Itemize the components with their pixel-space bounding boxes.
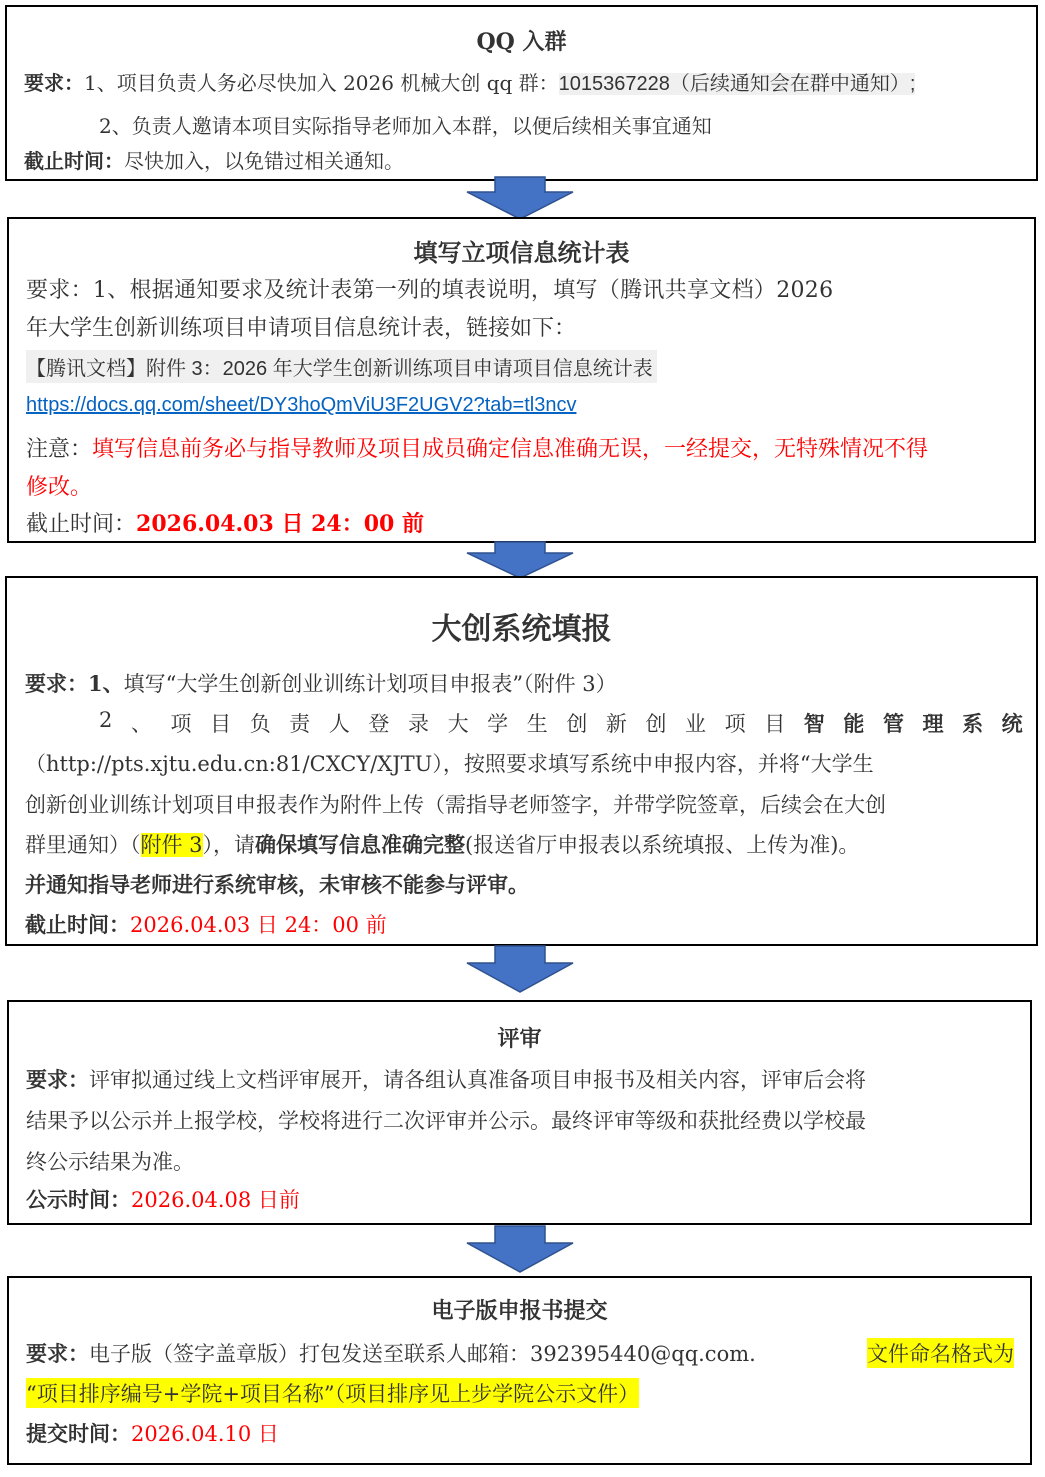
publicity-time: [26, 1184, 300, 1214]
requirement-line-1: 要求：1、根据通知要求及统计表第一列的填表说明，填写（腾讯共享文档）2026: [26, 278, 834, 303]
requirement-label: 要求：: [25, 671, 88, 696]
attachment-highlight: 附件 3: [140, 833, 203, 857]
deadline-label: 截止时间：: [25, 912, 130, 937]
step-title: 大创系统填报: [431, 612, 612, 647]
deadline-value: 2026.04.03 日 24：00 前: [136, 511, 425, 537]
naming-format-highlight-1: 文件命名格式为: [867, 1338, 1014, 1368]
requirement-label: 要求：: [26, 1341, 89, 1366]
publicity-time-label: 公示时间：: [26, 1187, 131, 1212]
step-title: QQ 入群: [476, 29, 567, 55]
deadline: 截止时间：尽快加入，以免错过相关通知。: [24, 149, 404, 173]
requirement-2-line-3: 创新创业训练计划项目申报表作为附件上传（需指导老师签字，并带学院签章，后续会在大创: [25, 793, 886, 817]
down-arrow-icon: [465, 176, 575, 220]
step-box-electronic-submit: [7, 1276, 1032, 1465]
publicity-time-value: 2026.04.08 日前: [131, 1188, 300, 1212]
tencent-doc-link[interactable]: https://docs.qq.com/sheet/DY3hoQmViU3F2UGV2?tab=tl3ncv: [26, 394, 577, 416]
down-arrow-icon: [465, 1225, 575, 1273]
note-label: 注意：: [26, 437, 93, 462]
step-box-info-form: [7, 217, 1036, 543]
down-arrow-icon: [465, 541, 575, 579]
step-title: 电子版申报书提交: [431, 1298, 608, 1324]
requirement-label: 要求：: [26, 1067, 89, 1092]
requirement-label: 要求：: [24, 71, 84, 95]
naming-format-highlight-2: “项目排序编号+学院+项目名称”（项目排序见上步学院公示文件）: [26, 1378, 639, 1408]
tencent-doc-title: 【腾讯文档】附件 3：2026 年大学生创新训练项目申请项目信息统计表: [26, 350, 657, 383]
submit-time-label: 提交时间：: [26, 1421, 131, 1446]
requirement-2: 2、负责人邀请本项目实际指导老师加入本群，以便后续相关事宜通知: [99, 114, 712, 138]
qq-group-number[interactable]: 1015367228（后续通知会在群中通知）;: [558, 73, 916, 95]
deadline-label: 截止时间：: [24, 149, 124, 173]
submit-time: [26, 1418, 279, 1448]
note-line-2: 修改。: [26, 475, 93, 500]
requirement-2-line-4: 群里通知）（附件 3），请确保填写信息准确完整(报送省厅申报表以系统填报、上传为准)。: [25, 832, 860, 857]
step-title: 评审: [497, 1026, 542, 1052]
requirement-line-2: 结果予以公示并上报学校，学校将进行二次评审并公示。最终评审等级和获批经费以学校最: [26, 1109, 866, 1133]
requirement-1: 要求：1、项目负责人务必尽快加入 2026 机械大创 qq 群：1015367228（后续通知会在群中通知）;: [24, 71, 916, 95]
down-arrow-icon: [465, 945, 575, 993]
deadline-value: 2026.04.03 日 24：00 前: [130, 913, 387, 937]
requirement-2-line-1: 2 、 项 目 负 责 人 登 录 大 学 生 创 新 创 业 项 目 智 能 管 理 系 统: [99, 708, 1023, 736]
requirement-1: 要求：1、填写“大学生创新创业训练计划项目申报表”（附件 3）: [25, 671, 617, 696]
deadline: [25, 909, 387, 939]
step-box-review: [7, 1000, 1032, 1225]
step-box-qq-group: [5, 5, 1038, 181]
submit-time-value: 2026.04.10 日: [131, 1422, 279, 1446]
step-title: 填写立项信息统计表: [413, 238, 630, 267]
requirement-2-line-2: （http://pts.xjtu.edu.cn:81/CXCY/XJTU），按照要求填写系统中申报内容，并将“大学生: [25, 752, 874, 776]
requirement-2-line-5: 并通知指导老师进行系统审核，未审核不能参与评审。: [25, 872, 529, 897]
requirement-line-2: 年大学生创新训练项目申请项目信息统计表，链接如下：: [26, 316, 577, 341]
requirement-line-1: 要求：电子版（签字盖章版）打包发送至联系人邮箱：392395440@qq.com.: [26, 1341, 756, 1366]
deadline: [26, 507, 424, 538]
step-box-system-submit: [5, 576, 1038, 946]
requirement-line-3: 终公示结果为准。: [26, 1150, 194, 1174]
requirement-line-1: 要求：评审拟通过线上文档评审展开，请各组认真准备项目申报书及相关内容，评审后会将: [26, 1067, 866, 1092]
note-line-1: 注意：填写信息前务必与指导教师及项目成员确定信息准确无误，一经提交，无特殊情况不得: [26, 437, 929, 462]
deadline-label: 截止时间：: [26, 512, 137, 537]
